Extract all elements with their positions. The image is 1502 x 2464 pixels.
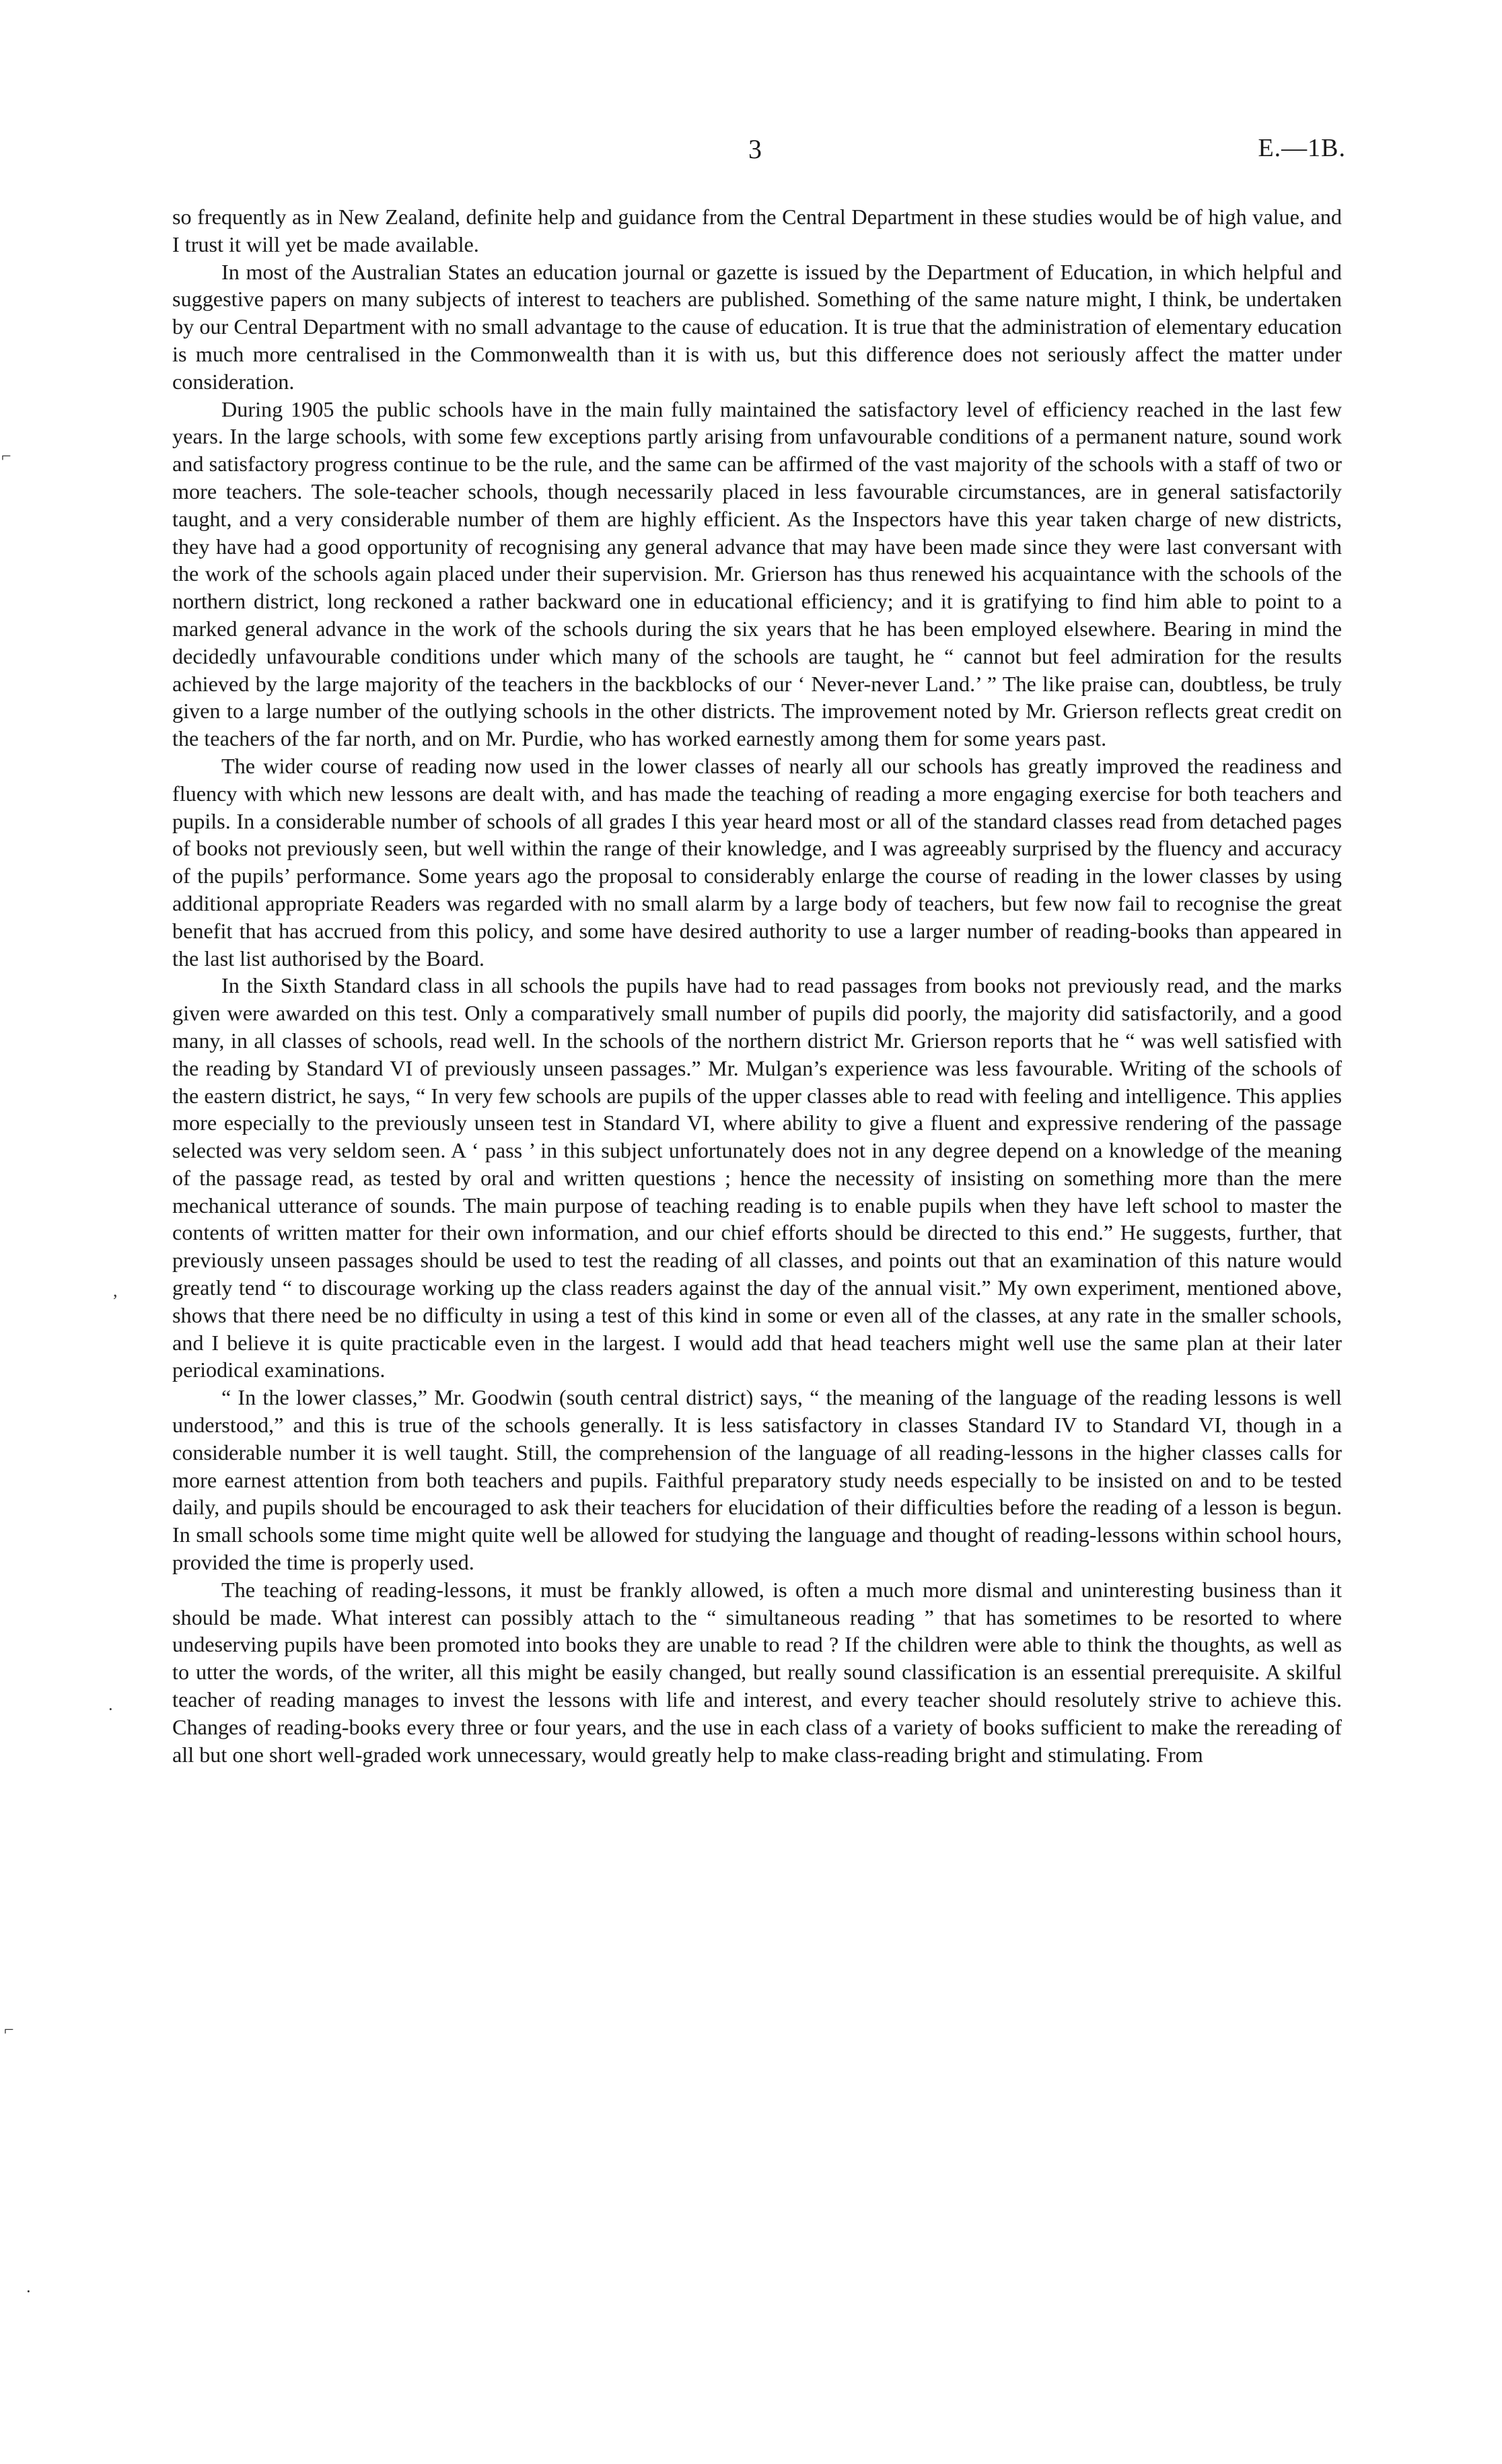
paragraph-wider-course-of-reading: The wider course of reading now used in the lower classes of nearly all our schools has greatly improved the readiness and fluency with which new lessons are dealt with, and has made the teaching of reading a more engaging exercise for both teachers and pupils. In a considerable number of schools of all grades I this year heard most or all of the standard classes read from detached pages of books not previously seen, but well within the range of their knowledge, and I was agreeably surprised by the fluency and accuracy of the pupils’ performance. Some years ago the proposal to considerably enlarge the course of reading in the lower classes by using additional appropriate Readers was regarded with no small alarm by a large body of teachers, but few now fail to recognise the great benefit that has accrued from this policy, and some have desired authority to use a larger number of reading-books than appeared in the last list authorised by the Board. [172, 753, 1342, 971]
margin-mark: ⌐ [1, 446, 11, 466]
page-header [0, 133, 1502, 174]
paragraph-teaching-reading-lessons: The teaching of reading-lessons, it must be frankly allowed, is often a much more dismal and uninteresting business than it should be made. What interest can possibly attach to the “ simultaneous reading ” that has sometimes to be resorted to where undeserving pupils have been promoted into books they are unable to read ? If the children were able to think the thoughts, as well as to utter the words, of the writer, all this might be easily changed, but really sound classification is an essential prerequisite. A skilful teacher of reading manages to invest the lessons with life and interest, and every teacher should resolutely strive to achieve this. Changes of reading-books every three or four years, and the use in each class of a variety of books sufficient to make the rereading of all but one short well-graded work unnecessary, would greatly help to make class-reading bright and stimulating. From [172, 1577, 1342, 1767]
paragraph-continuation: so frequently as in New Zealand, definite help and guidance from the Central Department in these studies would be of high value, and I trust it will yet be made available. [172, 205, 1342, 256]
document-reference: E.—1B. [1258, 134, 1346, 162]
paragraph-sixth-standard: In the Sixth Standard class in all schools the pupils have had to read passages from books not previously read, and the marks given were awarded on this test. Only a comparatively small number of pupils did poorly, the majority did satisfactorily, and a good many, in all classes of schools, read well. In the schools of the northern district Mr. Grierson reports that he “ was well satisfied with the reading by Standard VI of previously unseen passages.” Mr. Mulgan’s experience was less favourable. Writing of the schools of the eastern district, he says, “ In very few schools are pupils of the upper classes able to read with feeling and intelligence. This applies more especially to the previously unseen test in Standard VI, where ability to give a fluent and expressive rendering of the passage selected was very seldom seen. A ‘ pass ’ in this subject unfortunately does not in any degree depend on a knowledge of the meaning of the passage read, as tested by oral and written questions ; hence the necessity of insisting on something more than the mere mechanical utterance of sounds. The main purpose of teaching reading is to enable pupils when they have left school to master the contents of written matter for their own information, and our chief efforts should be directed to this end.” He suggests, further, that previously unseen passages should be used to test the reading of all classes, and points out that an examination of this nature would greatly tend “ to discourage working up the class readers against the day of the annual visit.” My own experiment, mentioned above, shows that there need be no difficulty in using a test of this kind in some or even all of the classes, at any rate in the smaller schools, and I believe it is quite practicable even in the largest. I would add that head teachers might well use the same plan at their later periodical examinations. [172, 973, 1342, 1382]
paragraph-public-schools-1905: During 1905 the public schools have in the main fully maintained the satisfactory level of efficiency reached in the last few years. In the large schools, with some few exceptions partly arising from unfavourable conditions of a permanent nature, sound work and satisfactory progress continue to be the rule, and the same can be affirmed of the vast majority of the schools with a staff of two or more teachers. The sole-teacher schools, though necessarily placed in less favourable circumstances, are in general satisfactorily taught, and a very considerable number of them are highly efficient. As the Inspectors have this year taken charge of new districts, they have had a good opportunity of recognising any general advance that may have been made since they were last conversant with the work of the schools again placed under their supervision. Mr. Grierson has thus renewed his acquaintance with the schools of the northern district, long reckoned a rather backward one in educational efficiency; and it is gratifying to find him able to point to a marked general advance in the work of the schools during the six years that he has been employed elsewhere. Bearing in mind the decidedly unfavourable conditions under which many of the schools are taught, he “ cannot but feel admiration for the results achieved by the large majority of the teachers in the backblocks of our ‘ Never-never Land.’ ” The like praise can, doubtless, be truly given to a large number of the outlying schools in the other districts. The improvement noted by Mr. Grierson reflects great credit on the teachers of the far north, and on Mr. Purdie, who has worked earnestly among them for some years past. [172, 396, 1342, 751]
margin-mark: · [26, 2282, 32, 2301]
page-number: 3 [748, 134, 762, 164]
margin-mark: ⌐ [4, 2020, 14, 2039]
paragraph-education-journal: In most of the Australian States an education journal or gazette is issued by the Department of Education, in which helpful and suggestive papers on many subjects of interest to teachers are published. Something of the same nature might, I think, be undertaken by our Central Department with no small advantage to the cause of education. It is true that the administration of elementary education is much more centralised in the Commonwealth than it is with us, but this difference does not seriously affect the matter under consideration. [172, 259, 1342, 394]
paragraph-lower-classes: “ In the lower classes,” Mr. Goodwin (south central district) says, “ the meaning of the language of the reading lessons is well understood,” and this is true of the schools generally. It is less satisfactory in classes Standard IV to Standard VI, though in a considerable number it is well taught. Still, the comprehension of the language of all reading-lessons in the higher classes calls for more earnest attention from both teachers and pupils. Faithful preparatory study needs especially to be insisted on and to be tested daily, and pupils should be encouraged to ask their teachers for elucidation of their difficulties before the reading of a lesson is begun. In small schools some time might quite well be allowed for studying the language and thought of reading-lessons within school hours, provided the time is properly used. [172, 1385, 1342, 1575]
margin-mark: · [108, 1699, 114, 1719]
body-text [172, 203, 1342, 1768]
margin-mark: , [113, 1281, 118, 1300]
